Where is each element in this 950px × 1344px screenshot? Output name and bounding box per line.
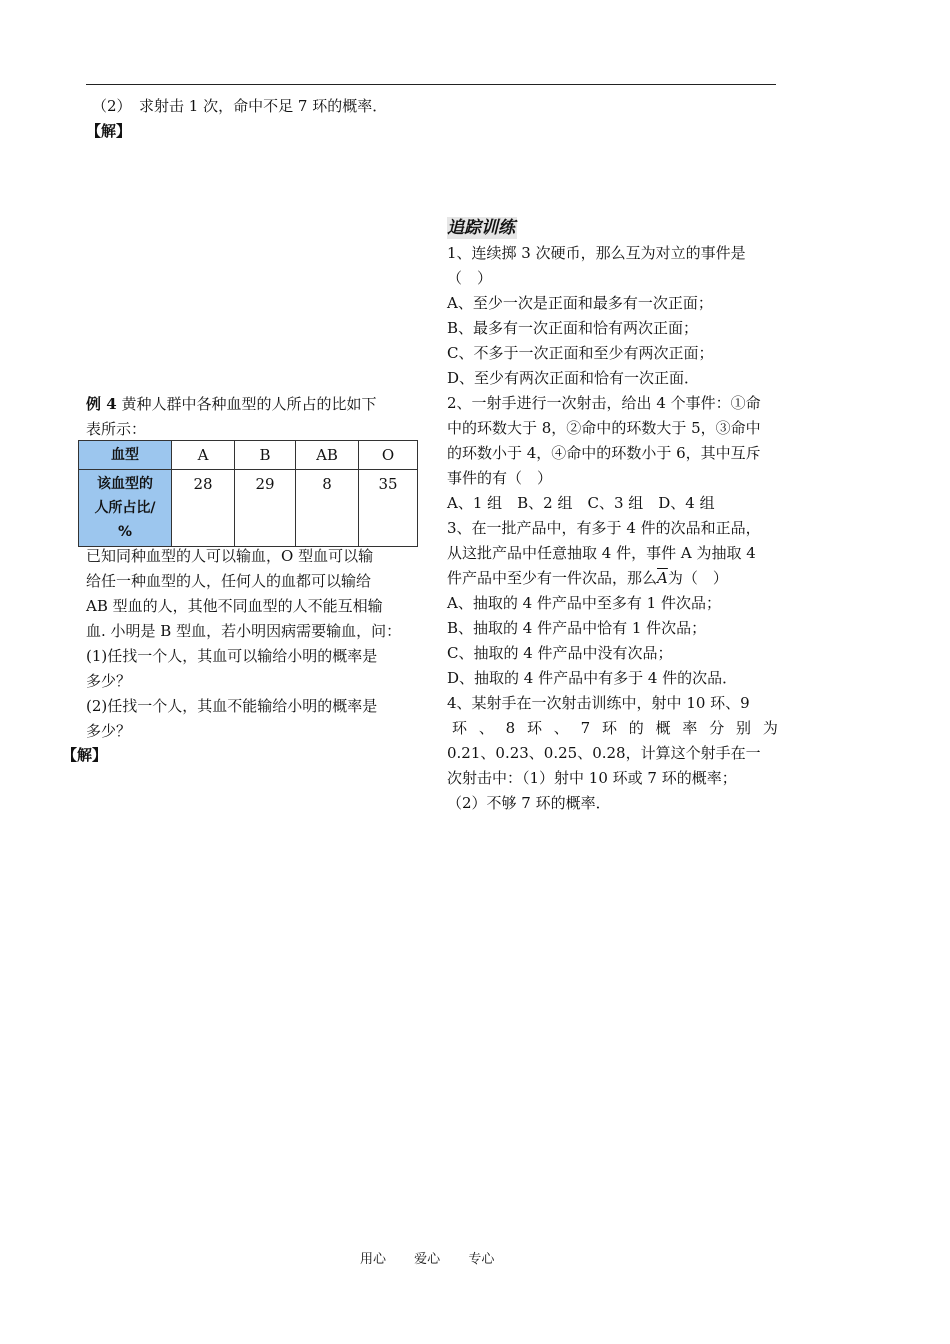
footer-item: 爱心 [414, 1252, 441, 1267]
question-2: （2） 求射击 1 次，命中不足 7 环的概率． [92, 97, 388, 115]
tracking-line-spread [447, 716, 777, 741]
tracking-line: D、抽取的 4 件产品中有多于 4 件的次品． [447, 669, 738, 687]
tracking-heading: 追踪训练 [447, 218, 515, 238]
body-line: 血. 小明是 B 型血，若小明因病需要输血，问： [86, 622, 402, 640]
tracking-line: A、至少一次是正面和最多有一次正面； [447, 294, 713, 312]
tracking-line: B、最多有一次正面和恰有两次正面； [447, 319, 699, 337]
example-4-line-2: 表所示： [86, 420, 147, 438]
table-row [79, 470, 418, 547]
tracking-line: 0.21、0.23、0.25、0.28，计算这个射手在一 [447, 744, 761, 762]
complement-a: $\overline{A}$ [657, 569, 668, 587]
table-cell: AB [296, 441, 359, 470]
tracking-line: 次射击中：（1）射中 10 环或 7 环的概率； [447, 769, 737, 787]
example-4-line-1: 例 4 黄种人群中各种血型的人所占的比如下 [86, 395, 377, 413]
body-line: 已知同种血型的人可以输血，O 型血可以输 [86, 547, 374, 565]
tracking-line: 4、某射手在一次射击训练中，射中 10 环、9 [447, 694, 750, 712]
body-line: (1)任找一个人，其血可以输给小明的概率是 [86, 647, 378, 665]
tracking-line: C、不多于一次正面和至少有两次正面； [447, 344, 714, 362]
table-row [79, 441, 418, 470]
page-footer [360, 1248, 518, 1267]
table-cell: B [235, 441, 296, 470]
example-4-intro [86, 392, 426, 442]
tracking-line: 的环数小于 4，④命中的环数小于 6，其中互斥 [447, 444, 761, 462]
tracking-line: 2、一射手进行一次射击，给出 4 个事件：①命 [447, 394, 761, 412]
header-rule [86, 84, 776, 85]
footer-item: 专心 [468, 1252, 495, 1267]
tracking-line: A、1 组 B、2 组 C、3 组 D、4 组 [447, 494, 715, 512]
body-line: 多少？ [86, 672, 132, 690]
tracking-line: 从这批产品中任意抽取 4 件，事件 A 为抽取 4 [447, 544, 756, 562]
table-cell: O [359, 441, 418, 470]
row-label-line: 该血型的 [97, 476, 153, 492]
table-cell: 29 [235, 470, 296, 547]
body-line: (2)任找一个人，其血不能输给小明的概率是 [86, 697, 378, 715]
table-cell: 35 [359, 470, 418, 547]
tracking-line: A、抽取的 4 件产品中至多有 1 件次品； [447, 594, 721, 612]
tracking-line: D、至少有两次正面和恰有一次正面． [447, 369, 700, 387]
table-row-label [79, 470, 172, 547]
tracking-training [447, 216, 777, 816]
example-4-body [86, 544, 426, 744]
tracking-line: 事件的有（ ） [447, 469, 553, 487]
tracking-line: B、抽取的 4 件产品中恰有 1 件次品； [447, 619, 707, 637]
solution-label-2: 【解】 [62, 746, 108, 764]
table-cell: 8 [296, 470, 359, 547]
table-cell: A [172, 441, 235, 470]
solution-label-1: 【解】 [86, 122, 132, 140]
tracking-line: （2）不够 7 环的概率． [447, 794, 611, 812]
tracking-line: （ ） [447, 269, 493, 287]
tracking-line-complement: 件产品中至少有一件次品，那么$\overline{A}$为（ ） [447, 569, 728, 587]
body-line: 给任一种血型的人，任何人的血都可以输给 [86, 572, 372, 590]
row-label-line: % [117, 524, 133, 540]
tracking-line: 3、在一批产品中，有多于 4 件的次品和正品， [447, 519, 761, 537]
table-cell: 28 [172, 470, 235, 547]
body-line: 多少？ [86, 722, 132, 740]
footer-item: 用心 [360, 1252, 387, 1267]
blood-type-table [78, 440, 418, 547]
body-line: AB 型血的人，其他不同血型的人不能互相输 [86, 597, 383, 615]
table-header-cell: 血型 [79, 441, 172, 470]
tracking-line: 1、连续掷 3 次硬币，那么互为对立的事件是 [447, 244, 746, 262]
tracking-line: C、抽取的 4 件产品中没有次品； [447, 644, 673, 662]
tracking-line: 中的环数大于 8，②命中的环数大于 5，③命中 [447, 419, 761, 437]
spread-text: 环 、 8 环 、 7 环 的 概 率 分 别 为 [452, 719, 778, 737]
row-label-line: 人所占比/ [94, 500, 156, 516]
